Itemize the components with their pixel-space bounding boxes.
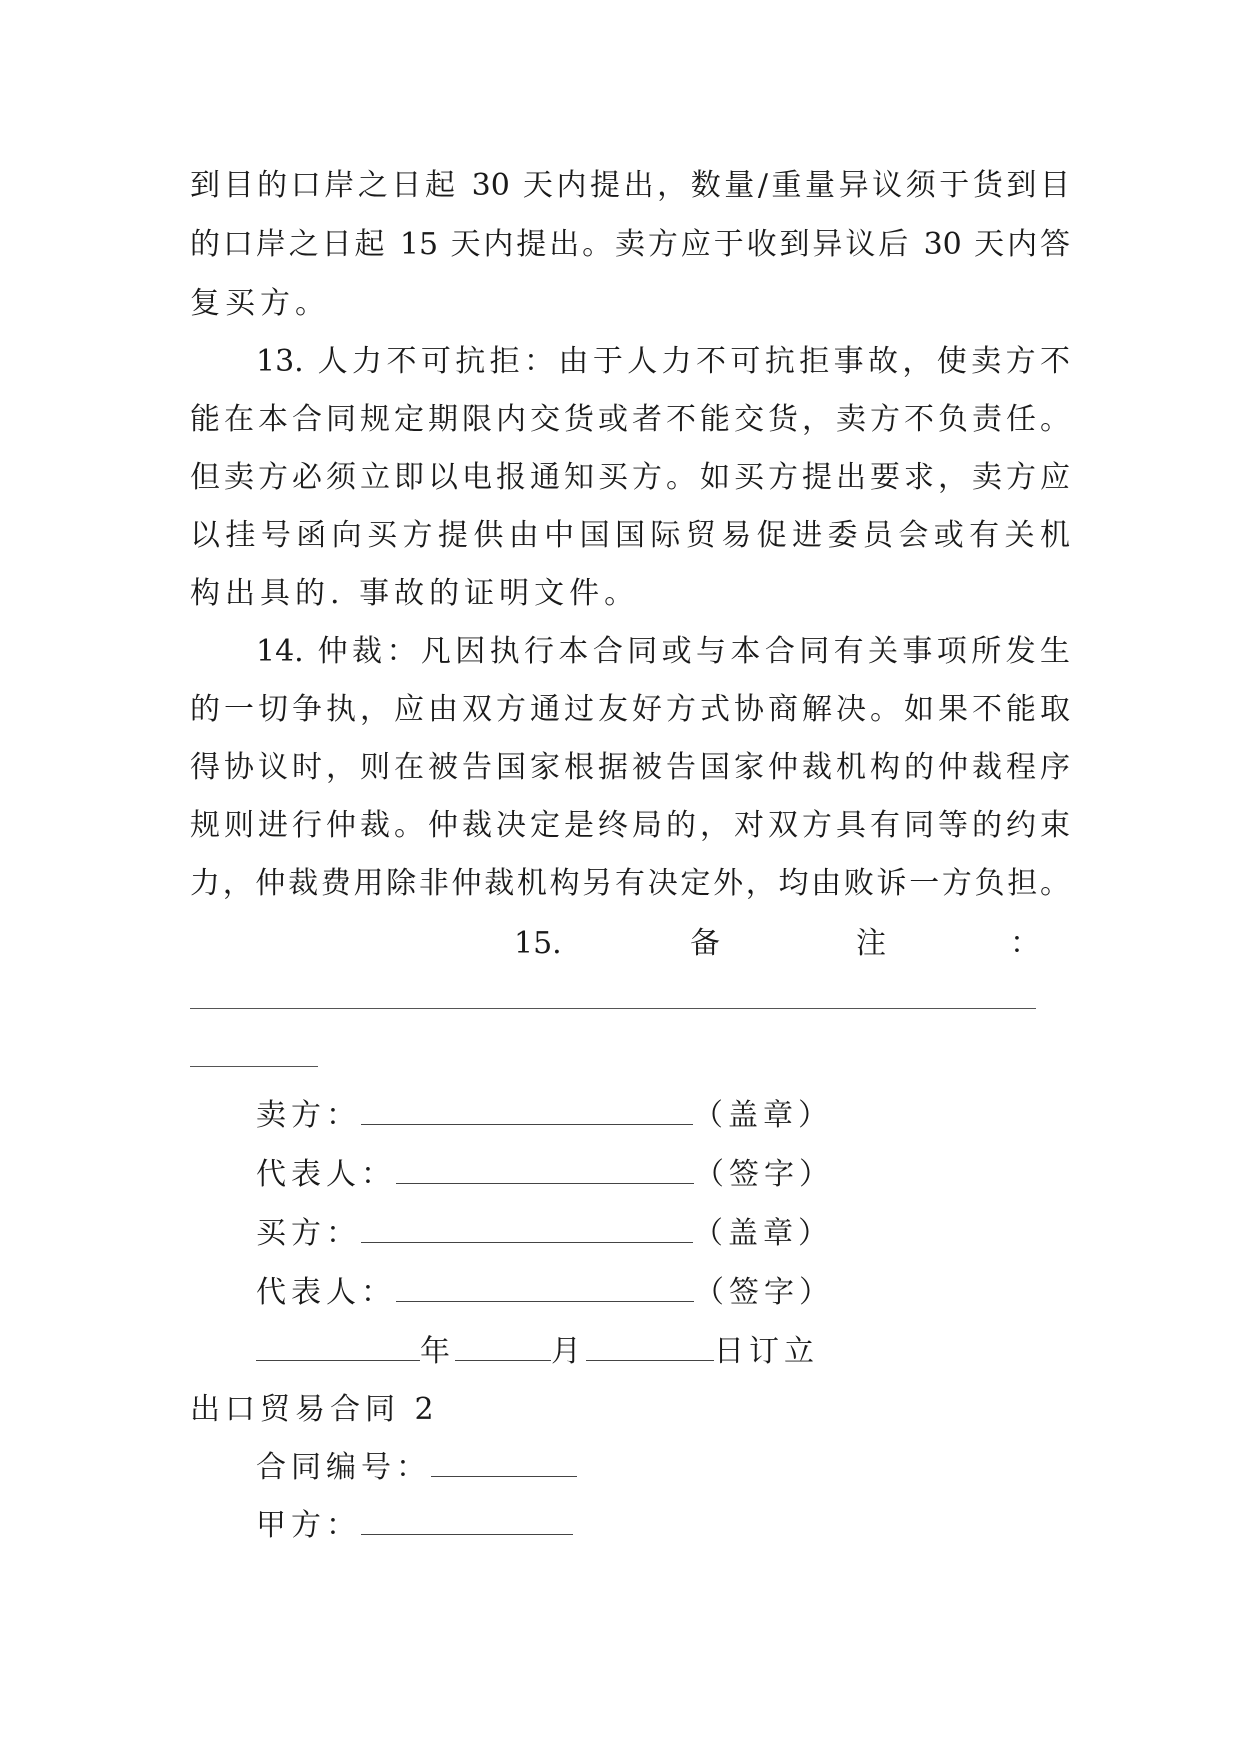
signature-label: 卖方：: [256, 1098, 361, 1133]
remark-colon: ：: [1010, 926, 1040, 961]
text-line: 的口岸之日起 15 天内提出。卖方应于收到异议后 30 天内答: [190, 227, 1070, 262]
contract-2-title: 出口贸易合同 2: [190, 1392, 439, 1427]
text-line: 规则进行仲裁。仲裁决定是终局的，对双方具有同等的约束: [190, 808, 1070, 843]
signature-suffix: （盖章）: [693, 1098, 833, 1133]
text-line: 构出具的. 事故的证明文件。: [190, 576, 640, 611]
clause-14-heading-line: 14. 仲裁：凡因执行本合同或与本合同有关事项所发生: [256, 634, 1070, 669]
signature-label: 代表人：: [256, 1157, 396, 1192]
party-a-row: [256, 1506, 1136, 1546]
remark-char: 备: [690, 926, 720, 961]
text-line: 以挂号函向买方提供由中国国际贸易促进委员会或有关机: [190, 518, 1070, 553]
remark-blank-line: [190, 1008, 1036, 1009]
text-line: 能在本合同规定期限内交货或者不能交货，卖方不负责任。: [190, 402, 1070, 437]
remark-number: 15.: [514, 926, 562, 961]
signature-row-buyer: [256, 1214, 1136, 1254]
day-label: 日订立: [714, 1334, 819, 1369]
signature-blank: [361, 1096, 693, 1125]
contract-number-blank: [431, 1448, 577, 1477]
month-label: 月: [551, 1334, 586, 1369]
text-line: 复买方。: [190, 286, 330, 321]
year-blank: [256, 1332, 420, 1361]
clause-13-heading-line: 13. 人力不可抗拒：由于人力不可抗拒事故，使卖方不: [256, 344, 1070, 379]
year-label: 年: [420, 1334, 455, 1369]
contract-number-row: [256, 1448, 1136, 1488]
remark-blank-line: [190, 1066, 318, 1067]
text-line: 得协议时，则在被告国家根据被告国家仲裁机构的仲裁程序: [190, 750, 1070, 785]
text-line: 到目的口岸之日起 30 天内提出，数量/重量异议须于货到目: [190, 168, 1070, 203]
text-line: 的一切争执，应由双方通过友好方式协商解决。如果不能取: [190, 692, 1070, 727]
signature-blank: [396, 1155, 694, 1184]
text-line: 但卖方必须立即以电报通知买方。如买方提出要求，卖方应: [190, 460, 1070, 495]
signature-suffix: （盖章）: [693, 1216, 833, 1251]
signature-row-seller-rep: [256, 1155, 1136, 1195]
party-a-label: 甲方：: [256, 1508, 361, 1543]
signature-blank: [396, 1273, 694, 1302]
month-blank: [455, 1332, 551, 1361]
signature-blank: [361, 1214, 693, 1243]
party-a-blank: [361, 1506, 573, 1535]
date-line: [256, 1332, 1136, 1372]
text-line: 力，仲裁费用除非仲裁机构另有决定外，均由败诉一方负担。: [190, 866, 1070, 901]
contract-number-label: 合同编号：: [256, 1450, 431, 1485]
signature-row-seller: [256, 1096, 1136, 1136]
signature-suffix: （签字）: [694, 1157, 834, 1192]
signature-suffix: （签字）: [694, 1275, 834, 1310]
signature-label: 买方：: [256, 1216, 361, 1251]
remark-char: 注: [856, 926, 886, 961]
signature-row-buyer-rep: [256, 1273, 1136, 1313]
signature-label: 代表人：: [256, 1275, 396, 1310]
day-blank: [586, 1332, 714, 1361]
